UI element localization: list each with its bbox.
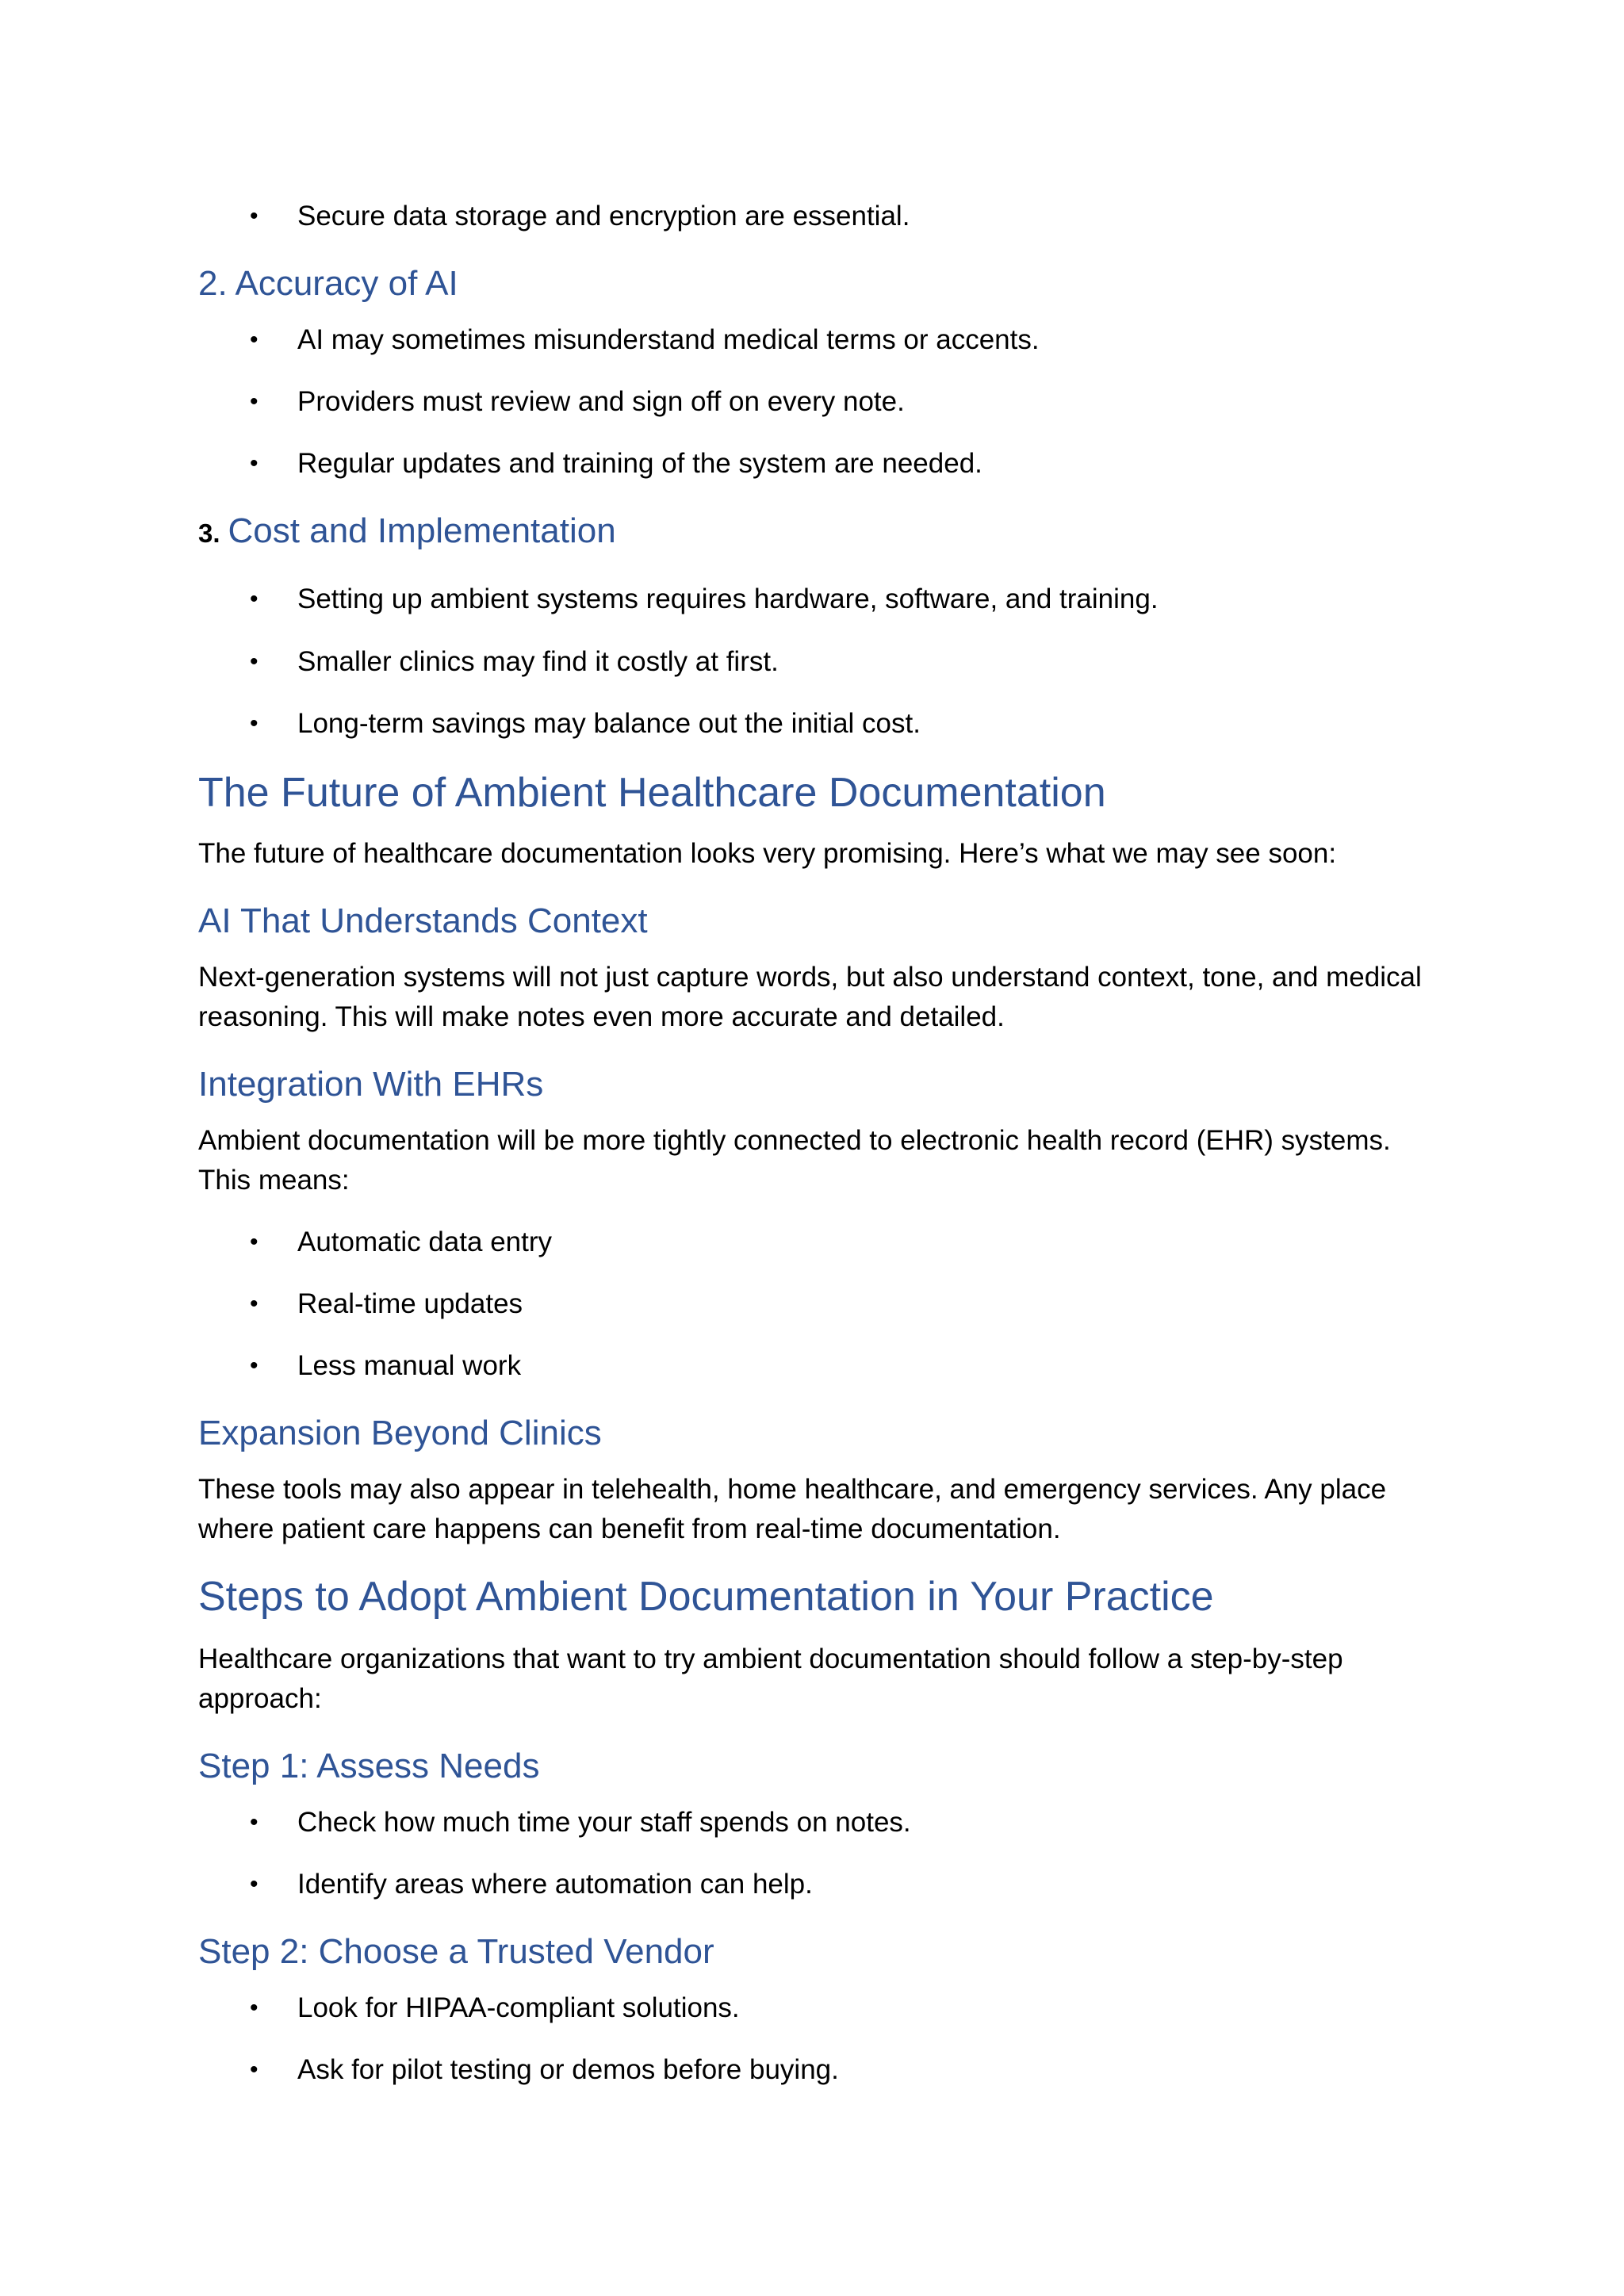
list-item: Regular updates and training of the system are needed. xyxy=(297,448,982,479)
list-item: AI may sometimes misunderstand medical terms or accents. xyxy=(297,324,1040,355)
subheading-expansion: Expansion Beyond Clinics xyxy=(198,1414,602,1452)
list-item: Automatic data entry xyxy=(297,1226,552,1257)
list-item: Ask for pilot testing or demos before buying. xyxy=(297,2054,839,2085)
bullet-marker: • xyxy=(250,1995,259,2021)
section-heading-accuracy: 2. Accuracy of AI xyxy=(198,264,458,303)
subheading-context: AI That Understands Context xyxy=(198,901,648,940)
bullet-marker: • xyxy=(250,710,259,737)
bullet-marker: • xyxy=(250,586,259,612)
paragraph-context-line: Next-generation systems will not just capture words, but also understand context, tone, and medical xyxy=(198,962,1422,993)
list-item: Long-term savings may balance out the initial cost. xyxy=(297,708,921,739)
list-item: Check how much time your staff spends on notes. xyxy=(297,1807,911,1838)
list-item: Secure data storage and encryption are essential. xyxy=(297,201,910,232)
section-heading-text: Cost and Implementation xyxy=(228,511,616,550)
paragraph-expansion-line: where patient care happens can benefit from real-time documentation. xyxy=(198,1513,1061,1544)
bullet-marker: • xyxy=(250,1353,259,1379)
list-item: Setting up ambient systems requires hardware, software, and training. xyxy=(297,584,1159,614)
bullet-marker: • xyxy=(250,649,259,675)
bullet-marker: • xyxy=(250,1229,259,1255)
bullet-marker: • xyxy=(250,327,259,353)
paragraph-expansion-line: These tools may also appear in telehealth, home healthcare, and emergency services. Any place xyxy=(198,1474,1387,1505)
bullet-marker: • xyxy=(250,1809,259,1835)
bullet-marker: • xyxy=(250,450,259,476)
subheading-ehr: Integration With EHRs xyxy=(198,1065,544,1104)
list-item: Look for HIPAA-compliant solutions. xyxy=(297,1992,740,2023)
list-item: Real-time updates xyxy=(297,1288,523,1319)
paragraph-ehr-line: Ambient documentation will be more tightly connected to electronic health record (EHR) systems. xyxy=(198,1125,1391,1156)
subheading-step1: Step 1: Assess Needs xyxy=(198,1747,540,1785)
list-item: Less manual work xyxy=(297,1350,522,1381)
section-number: 3. xyxy=(198,519,220,548)
bullet-marker: • xyxy=(250,203,259,229)
section-heading-steps: Steps to Adopt Ambient Documentation in Your Practice xyxy=(198,1574,1214,1620)
bullet-marker: • xyxy=(250,2057,259,2083)
list-item: Identify areas where automation can help. xyxy=(297,1869,813,1900)
section-heading-future: The Future of Ambient Healthcare Documentation xyxy=(198,770,1106,816)
list-item: Smaller clinics may find it costly at first. xyxy=(297,646,779,677)
bullet-marker: • xyxy=(250,1291,259,1317)
paragraph-future-intro: The future of healthcare documentation looks very promising. Here’s what we may see soon: xyxy=(198,838,1337,869)
bullet-marker: • xyxy=(250,388,259,415)
bullet-marker: • xyxy=(250,1871,259,1897)
paragraph-steps-line: approach: xyxy=(198,1683,322,1714)
subheading-step2: Step 2: Choose a Trusted Vendor xyxy=(198,1932,714,1971)
section-heading-cost xyxy=(198,508,616,557)
paragraph-steps-line: Healthcare organizations that want to try ambient documentation should follow a step-by-step xyxy=(198,1644,1343,1674)
paragraph-context-line: reasoning. This will make notes even more accurate and detailed. xyxy=(198,1001,1005,1032)
list-item: Providers must review and sign off on every note. xyxy=(297,386,905,417)
paragraph-ehr-line: This means: xyxy=(198,1165,350,1196)
